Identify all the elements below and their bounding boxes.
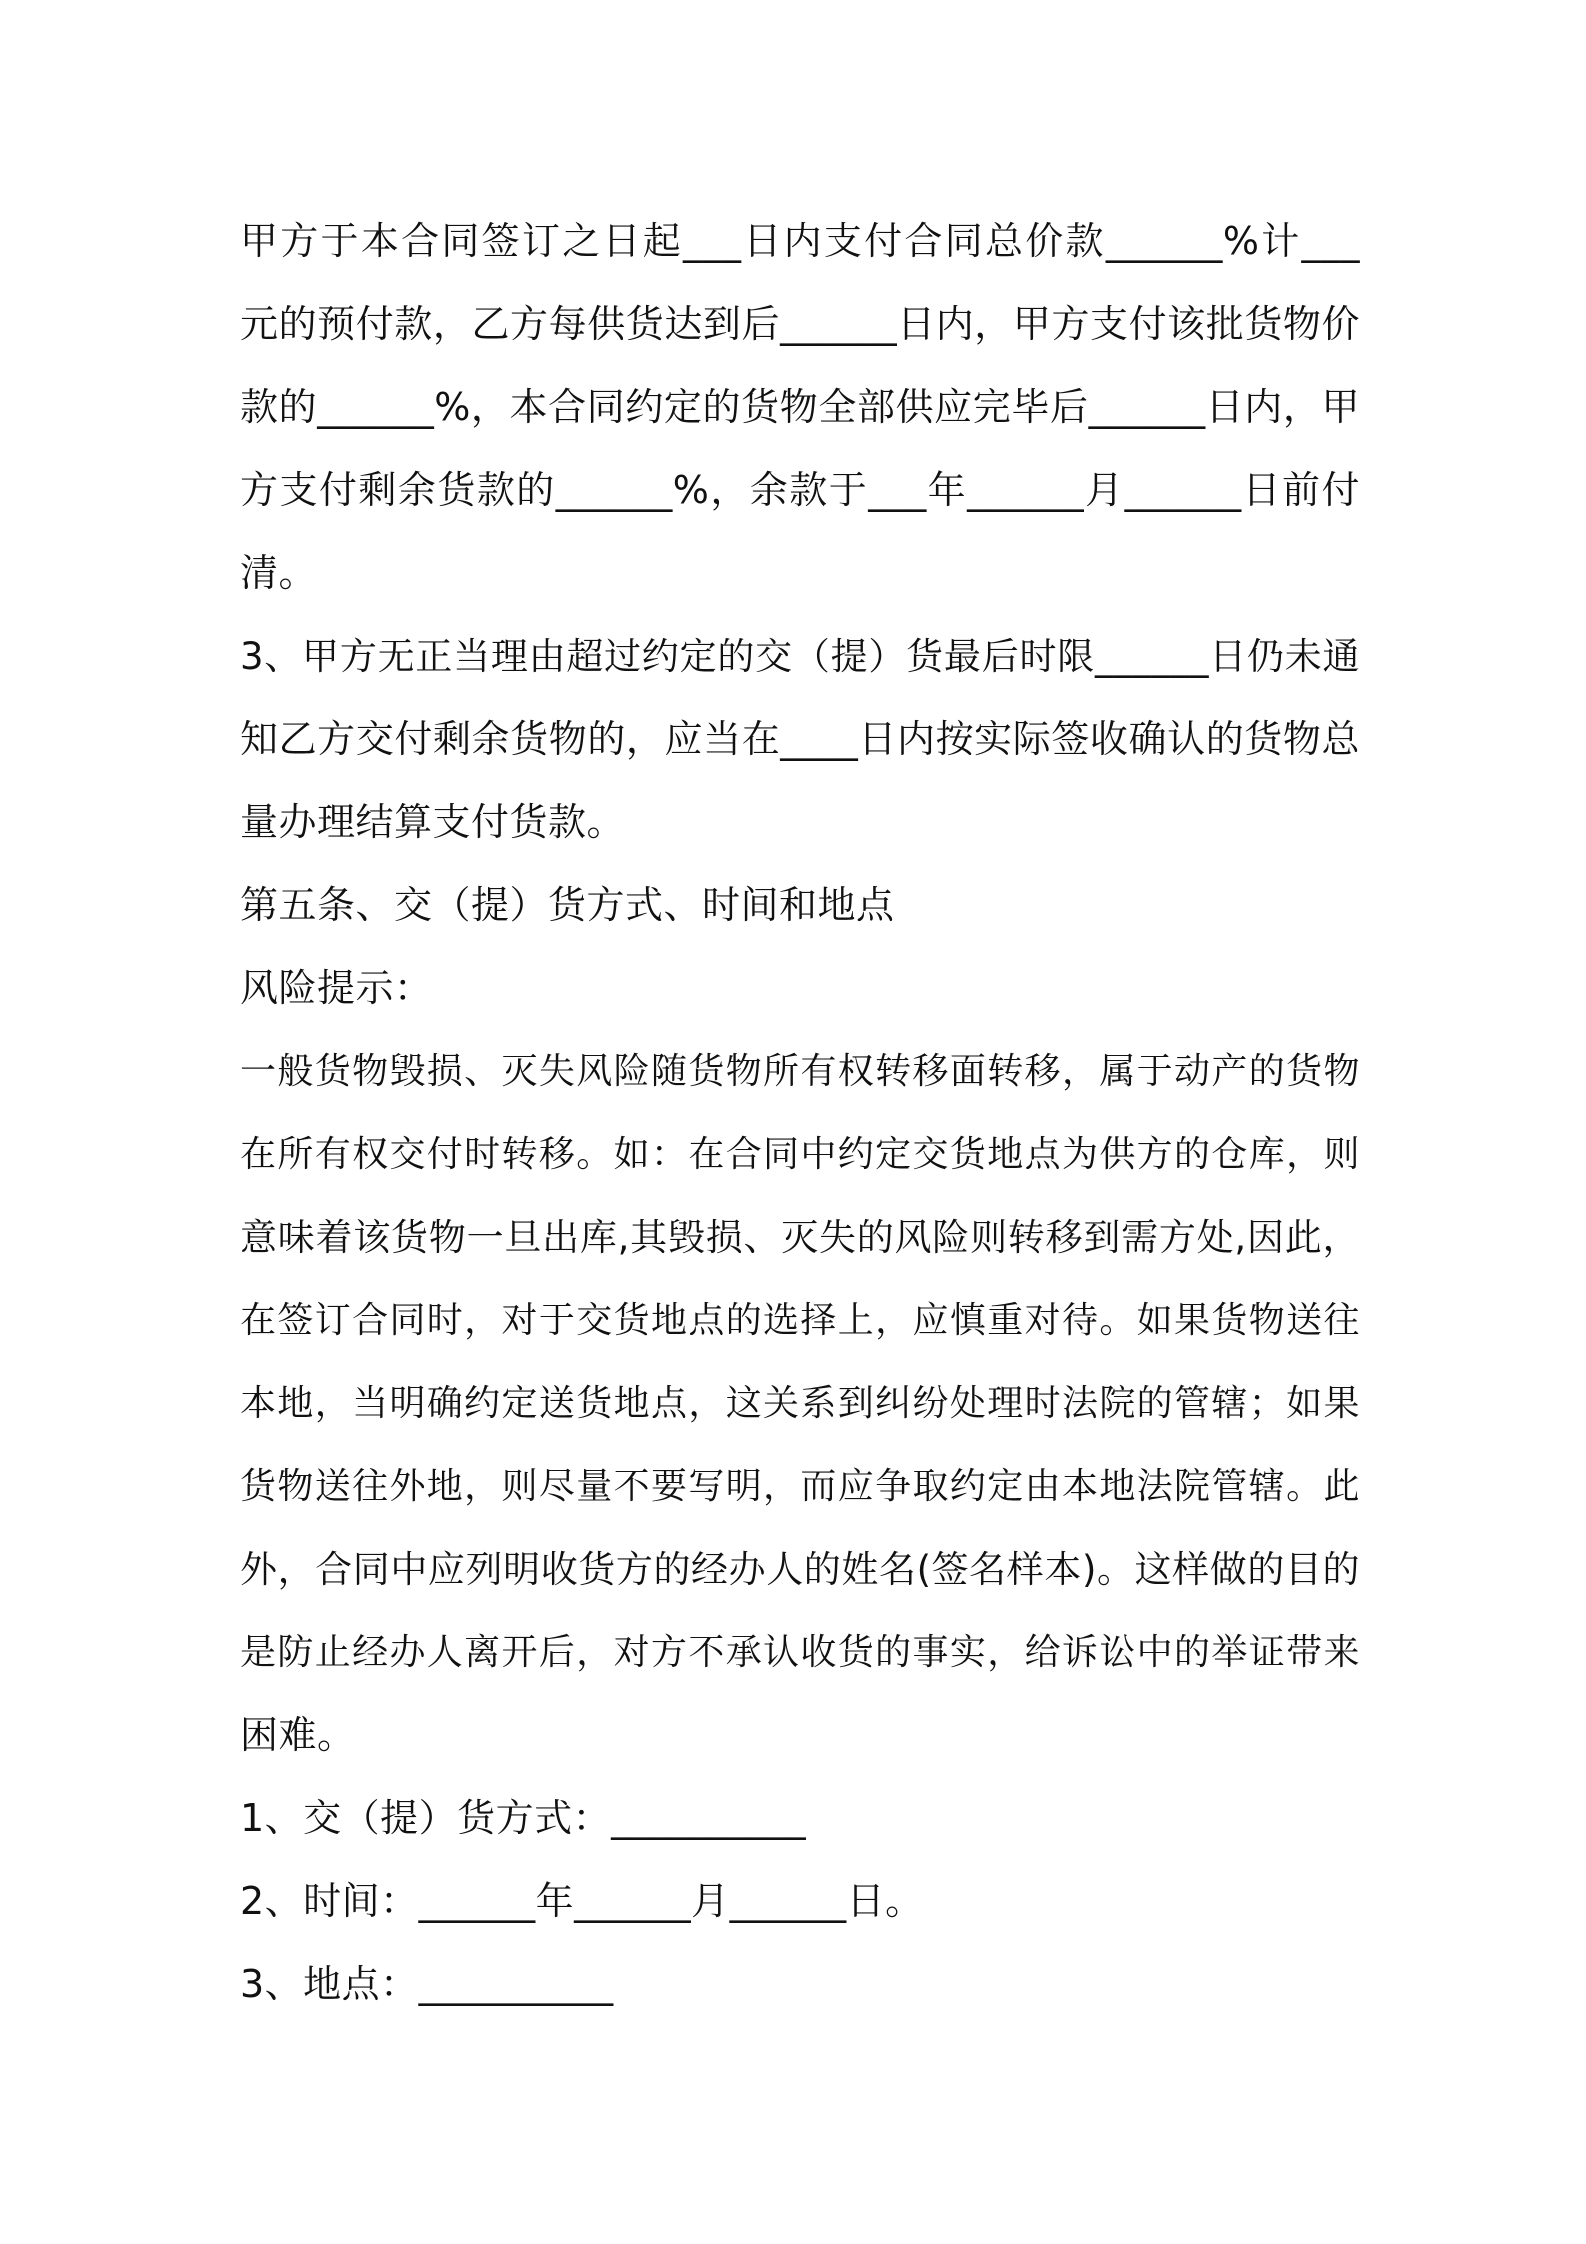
- section-heading: 第五条、交（提）货方式、时间和地点: [240, 883, 895, 927]
- text-line: 方支付剩余货款的______%，余款于___年______月______日前付: [240, 468, 1360, 512]
- text-line: 在签订合同时，对于交货地点的选择上，应慎重对待。如果货物送往: [240, 1300, 1360, 1341]
- text-line: 意味着该货物一旦出库,其毁损、灭失的风险则转移到需方处,因此，: [240, 1216, 1360, 1259]
- delivery-time-item: 2、时间：______年______月______日。: [240, 1879, 924, 1923]
- risk-notice-label: 风险提示：: [240, 966, 433, 1010]
- document-body: [240, 200, 1360, 2026]
- text-line: 甲方于本合同签订之日起___日内支付合同总价款______%计___: [240, 219, 1360, 263]
- text-line: 货物送往外地，则尽量不要写明，而应争取约定由本地法院管辖。此: [240, 1466, 1360, 1507]
- text-line: 外，合同中应列明收货方的经办人的姓名(签名样本)。这样做的目的: [240, 1548, 1360, 1591]
- text-line: 本地，当明确约定送货地点，这关系到纠纷处理时法院的管辖；如果: [240, 1383, 1360, 1424]
- text-line: 在所有权交付时转移。如：在合同中约定交货地点为供方的仓库，则: [240, 1134, 1360, 1175]
- text-line: 一般货物毁损、灭失风险随货物所有权转移面转移，属于动产的货物: [240, 1051, 1360, 1092]
- text-line: 是防止经办人离开后，对方不承认收货的事实，给诉讼中的举证带来: [240, 1632, 1360, 1673]
- delivery-method-item: 1、交（提）货方式：__________: [240, 1796, 807, 1840]
- text-line: 知乙方交付剩余货物的，应当在____日内按实际签收确认的货物总: [240, 717, 1360, 761]
- text-line: 清。: [240, 551, 318, 595]
- delivery-place-item: 3、地点：__________: [240, 1962, 614, 2006]
- text-line: 款的______%，本合同约定的货物全部供应完毕后______日内，甲: [240, 385, 1360, 429]
- text-line: 3、甲方无正当理由超过约定的交（提）货最后时限______日仍未通: [240, 635, 1360, 678]
- text-line: 困难。: [240, 1713, 356, 1757]
- text-line: 元的预付款，乙方每供货达到后______日内，甲方支付该批货物价: [240, 302, 1360, 346]
- text-line: 量办理结算支付货款。: [240, 800, 626, 844]
